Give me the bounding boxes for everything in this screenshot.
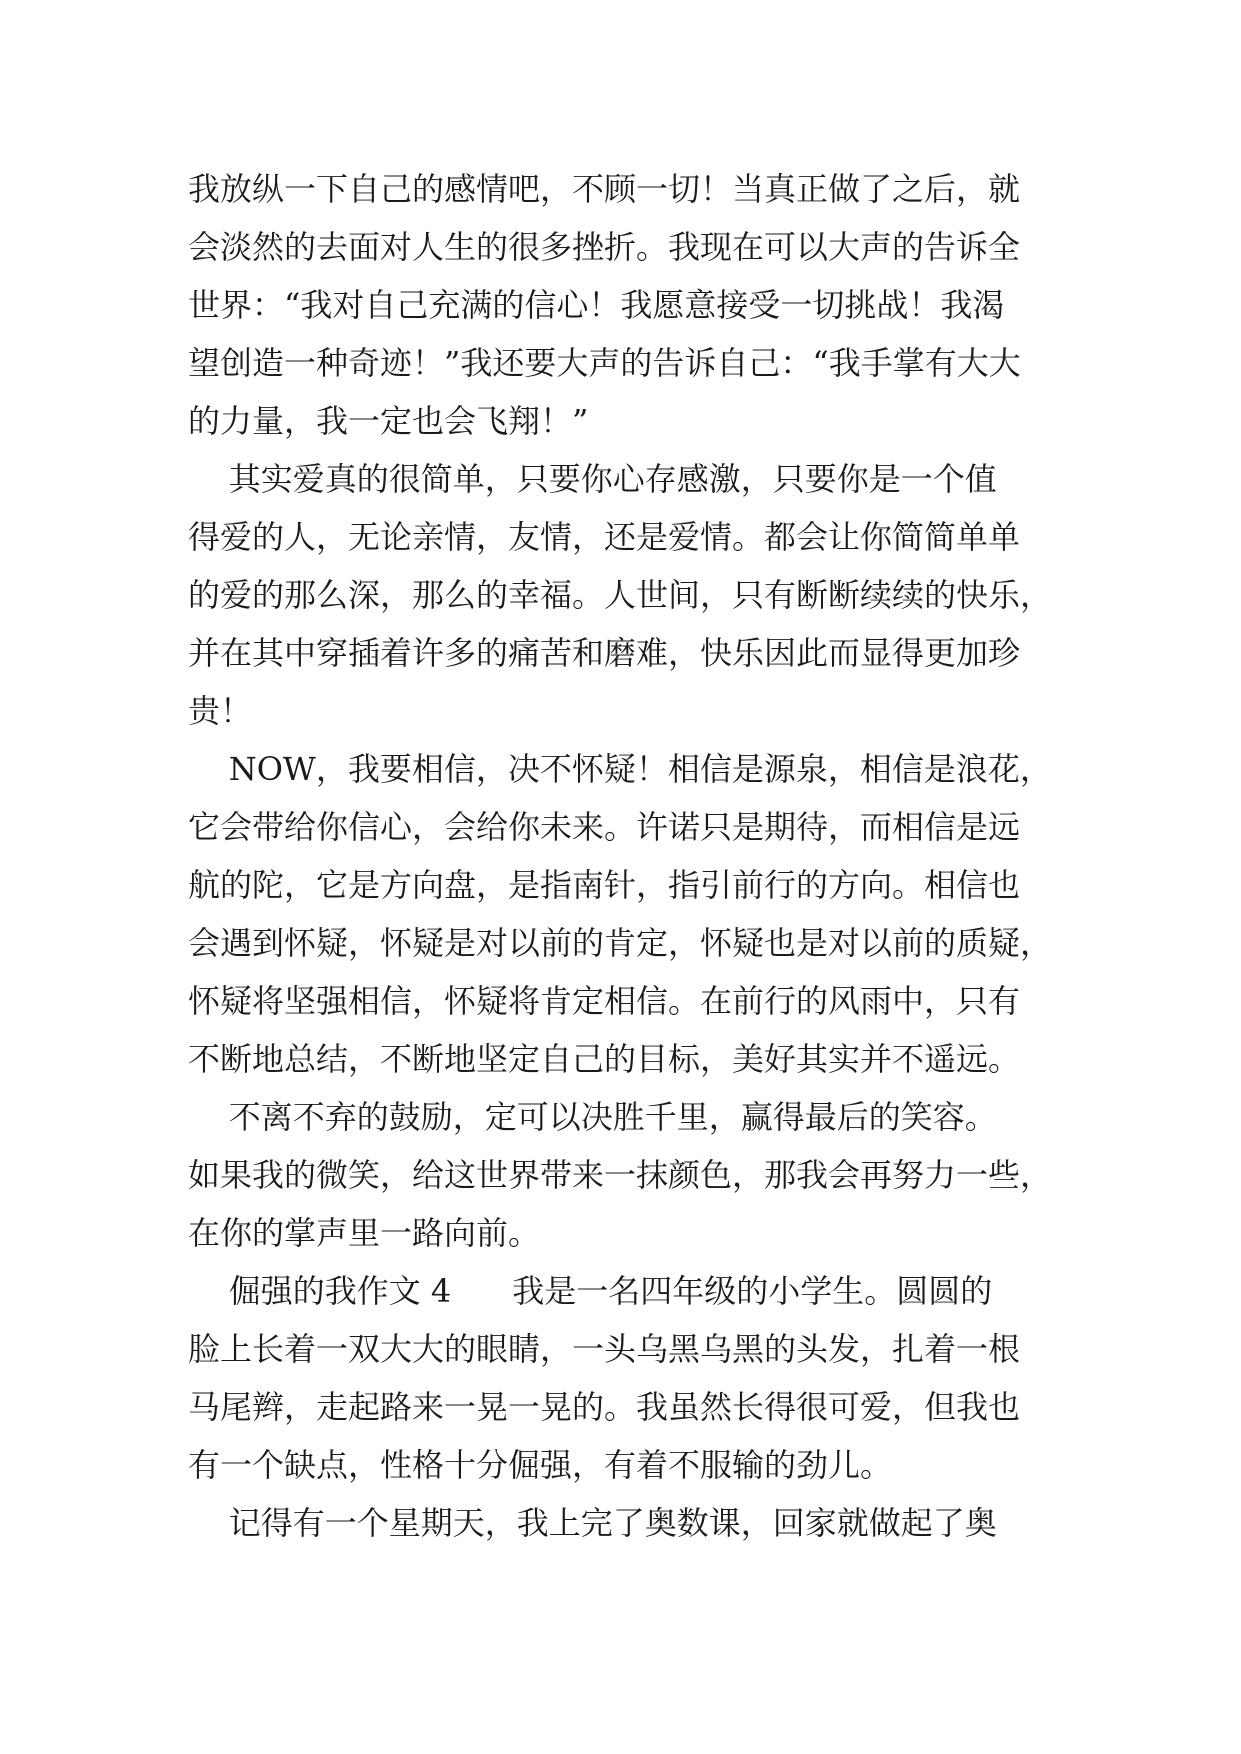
text-line: 得爱的人，无论亲情，友情，还是爱情。都会让你简简单单 bbox=[188, 518, 1021, 556]
text-line: 记得有一个星期天，我上完了奥数课，回家就做起了奥 bbox=[188, 1504, 997, 1542]
body-text bbox=[188, 160, 1088, 1552]
text-line: 我放纵一下自己的感情吧，不顾一切！当真正做了之后，就 bbox=[188, 170, 1021, 208]
text-line: 它会带给你信心，会给你未来。许诺只是期待，而相信是远 bbox=[188, 808, 1021, 846]
text-line: 在你的掌声里一路向前。 bbox=[188, 1214, 541, 1252]
text-line: 并在其中穿插着许多的痛苦和磨难，快乐因此而显得更加珍 bbox=[188, 634, 1021, 672]
text-line: 会遇到怀疑，怀疑是对以前的肯定，怀疑也是对以前的质疑， bbox=[188, 924, 1053, 962]
text-line: 有一个缺点，性格十分倔强，有着不服输的劲儿。 bbox=[188, 1446, 893, 1484]
text-line: 望创造一种奇迹！”我还要大声的告诉自己：“我手掌有大大 bbox=[188, 344, 1021, 382]
text-line: 贵！ bbox=[188, 692, 253, 730]
text-line: 不离不弃的鼓励，定可以决胜千里，赢得最后的笑容。 bbox=[188, 1098, 997, 1136]
text-line: 不断地总结，不断地坚定自己的目标，美好其实并不遥远。 bbox=[188, 1040, 1021, 1078]
text-line: 的爱的那么深，那么的幸福。人世间，只有断断续续的快乐， bbox=[188, 576, 1053, 614]
text-line: 脸上长着一双大大的眼睛，一头乌黑乌黑的头发，扎着一根 bbox=[188, 1330, 1021, 1368]
text-line: 世界：“我对自己充满的信心！我愿意接受一切挑战！我渴 bbox=[188, 286, 1005, 324]
text-line: 怀疑将坚强相信，怀疑将肯定相信。在前行的风雨中，只有 bbox=[188, 982, 1021, 1020]
text-line: 其实爱真的很简单，只要你心存感激，只要你是一个值 bbox=[188, 460, 997, 498]
text-line: 如果我的微笑，给这世界带来一抹颜色，那我会再努力一些， bbox=[188, 1156, 1053, 1194]
text-line: NOW，我要相信，决不怀疑！相信是源泉，相信是浪花， bbox=[188, 750, 1052, 788]
text-line: 会淡然的去面对人生的很多挫折。我现在可以大声的告诉全 bbox=[188, 228, 1021, 266]
text-line: 的力量，我一定也会飞翔！” bbox=[188, 402, 589, 440]
text-line: 倔强的我作文 4 我是一名四年级的小学生。圆圆的 bbox=[188, 1272, 993, 1310]
text-line: 航的陀，它是方向盘，是指南针，指引前行的方向。相信也 bbox=[188, 866, 1021, 904]
text-line: 马尾辫，走起路来一晃一晃的。我虽然长得很可爱，但我也 bbox=[188, 1388, 1021, 1426]
